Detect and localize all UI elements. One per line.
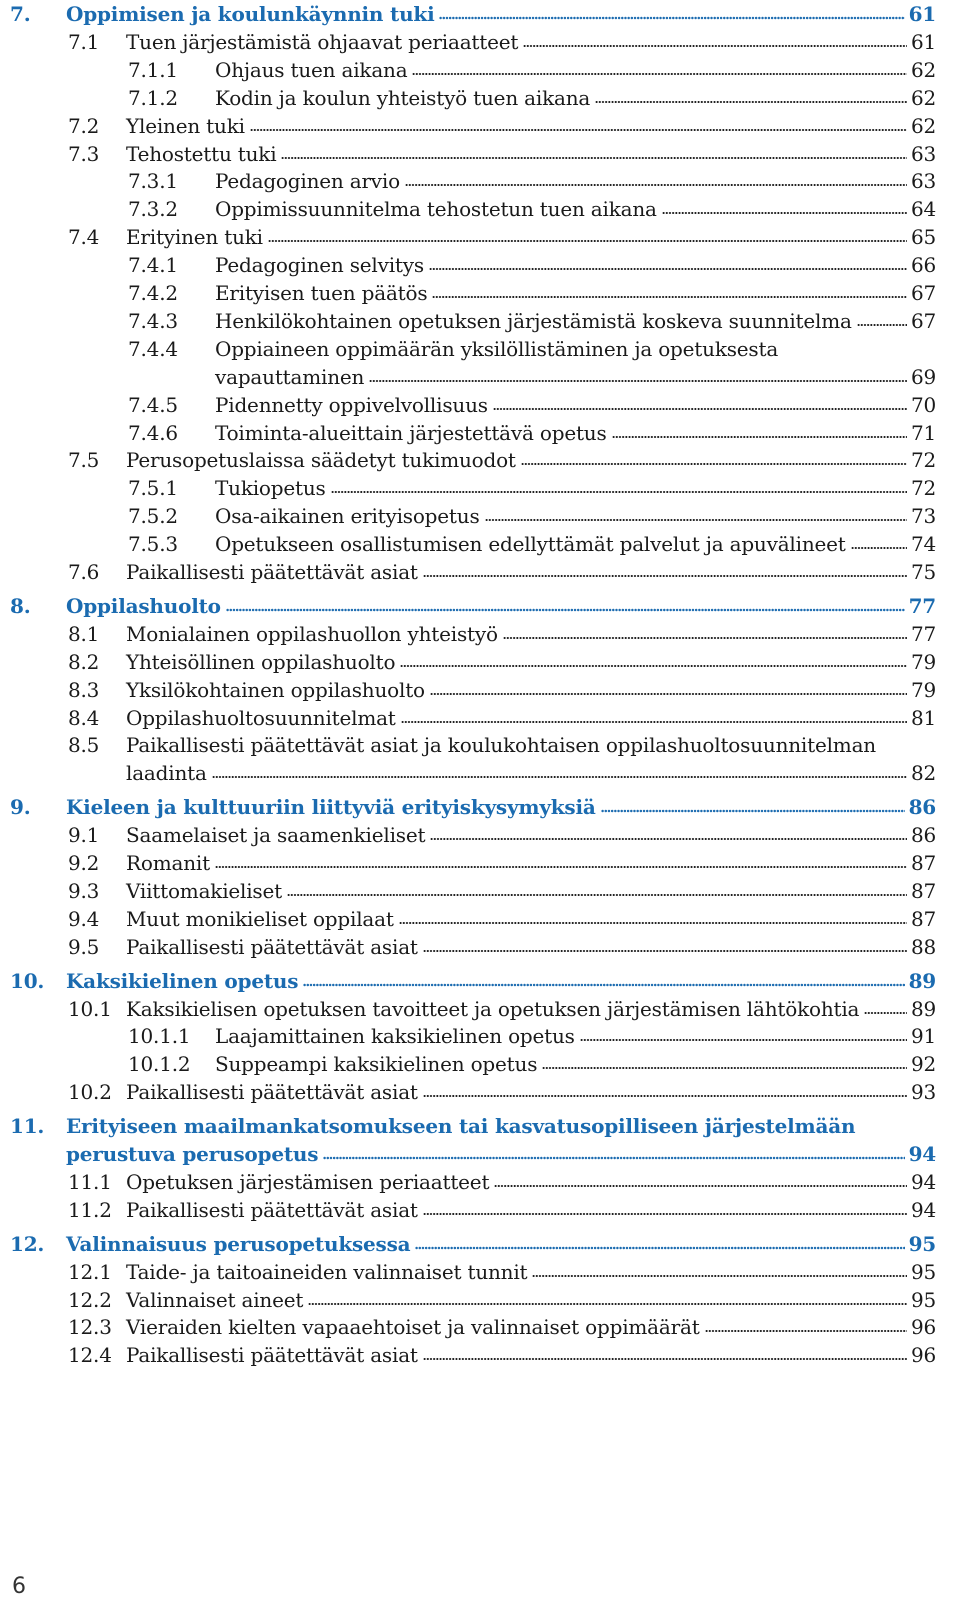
toc-entry[interactable]	[0, 676, 960, 704]
toc-entry-page: 81	[910, 705, 936, 730]
toc-entry-number: 12.3	[68, 1315, 112, 1340]
toc-entry-page: 96	[910, 1343, 936, 1368]
toc-entry-title: Vieraiden kielten vapaaehtoiset ja valinnaiset oppimäärät	[126, 1315, 700, 1340]
toc-entry[interactable]	[0, 1258, 960, 1286]
dot-leader	[423, 1093, 907, 1099]
dot-leader	[412, 71, 906, 77]
toc-entry[interactable]	[0, 28, 960, 56]
toc-entry-page: 62	[910, 57, 936, 82]
toc-entry-number: 9.1	[68, 823, 100, 848]
toc-entry-page: 72	[910, 448, 936, 473]
toc-entry-page: 73	[910, 504, 936, 529]
toc-entry-page: 62	[910, 113, 936, 138]
toc-entry-number: 7.2	[68, 113, 100, 138]
toc-entry-page: 87	[910, 878, 936, 903]
toc-entry[interactable]	[0, 1022, 960, 1050]
toc-entry[interactable]	[0, 391, 960, 419]
dot-leader	[323, 1155, 904, 1161]
toc-entry-number: 7.3	[68, 141, 100, 166]
dot-leader	[423, 573, 907, 579]
toc-entry-number: 9.	[10, 795, 31, 820]
dot-leader	[226, 607, 905, 613]
toc-entry-title: Yhteisöllinen oppilashuolto	[126, 649, 396, 674]
toc-entry-page: 77	[910, 621, 936, 646]
toc-entry-number: 8.3	[68, 677, 100, 702]
toc-chapter[interactable]	[0, 592, 960, 620]
toc-entry[interactable]	[0, 877, 960, 905]
toc-entry-page: 75	[910, 560, 936, 584]
dot-leader	[287, 892, 907, 898]
toc-entry-title: Kaksikielinen opetus	[66, 968, 299, 993]
toc-entry[interactable]	[0, 933, 960, 961]
toc-entry-number: 12.1	[68, 1259, 112, 1284]
toc-entry-title: Erityiseen maailmankatsomukseen tai kasvatusopilliseen järjestelmään	[66, 1114, 856, 1139]
dot-leader	[851, 545, 907, 551]
toc-entry[interactable]	[0, 84, 960, 112]
toc-entry-page: 65	[910, 225, 936, 250]
toc-entry-number: 12.4	[68, 1343, 112, 1368]
toc-entry[interactable]	[0, 1050, 960, 1078]
toc-entry-title: Tuen järjestämistä ohjaavat periaatteet	[126, 29, 519, 54]
toc-chapter[interactable]	[0, 967, 960, 995]
dot-leader	[432, 294, 907, 300]
toc-entry-title: Opetuksen järjestämisen periaatteet	[126, 1169, 490, 1194]
toc-entry[interactable]	[0, 620, 960, 648]
toc-entry[interactable]	[0, 223, 960, 251]
dot-leader	[405, 182, 907, 188]
toc-entry[interactable]	[0, 1196, 960, 1224]
toc-entry-title: Muut monikieliset oppilaat	[126, 906, 394, 931]
toc-entry-title: Taide- ja taitoaineiden valinnaiset tunnit	[126, 1259, 528, 1284]
toc-entry[interactable]	[0, 335, 960, 391]
toc-entry-page: 74	[910, 532, 936, 557]
toc-entry-title: Paikallisesti päätettävät asiat ja koulukohtaisen oppilashuoltosuunnitelman	[126, 733, 876, 758]
dot-leader	[523, 43, 907, 49]
dot-leader	[662, 210, 907, 216]
dot-leader	[250, 127, 907, 133]
dot-leader	[532, 1273, 907, 1279]
toc-entry-page: 61	[910, 29, 936, 54]
toc-entry-number: 10.	[10, 968, 45, 993]
toc-entry-page: 86	[908, 795, 936, 820]
toc-entry-number: 11.1	[68, 1169, 112, 1194]
dot-leader	[415, 1245, 904, 1251]
toc-entry-number: 8.1	[68, 621, 100, 646]
toc-entry-title: Paikallisesti päätettävät asiat	[126, 1197, 418, 1222]
toc-entry-title: Paikallisesti päätettävät asiat	[126, 934, 418, 959]
toc-entry-page: 79	[910, 677, 936, 702]
toc-entry-page: 95	[910, 1287, 936, 1312]
dot-leader	[430, 836, 907, 842]
dot-leader	[580, 1037, 907, 1043]
toc-entry-title: Laajamittainen kaksikielinen opetus	[215, 1024, 575, 1049]
toc-chapter[interactable]	[0, 1112, 960, 1168]
toc-entry-page: 77	[908, 593, 936, 618]
toc-entry-title: perustuva perusopetus	[66, 1141, 319, 1166]
toc-entry-number: 7.4.6	[128, 420, 178, 445]
toc-entry-number: 8.2	[68, 649, 100, 674]
toc-entry-number: 9.3	[68, 878, 100, 903]
toc-entry-number: 7.5	[68, 448, 100, 473]
toc-entry-page: 94	[910, 1169, 936, 1194]
dot-leader	[601, 808, 905, 814]
dot-leader	[268, 238, 907, 244]
toc-entry-title: Valinnaiset aineet	[126, 1287, 304, 1312]
toc-entry-number: 11.2	[68, 1197, 112, 1222]
toc-entry-number: 7.4.4	[128, 336, 178, 361]
toc-entry[interactable]	[0, 307, 960, 335]
toc-entry[interactable]	[0, 704, 960, 732]
toc-entry[interactable]	[0, 474, 960, 502]
toc-entry[interactable]	[0, 849, 960, 877]
toc-entry-page: 93	[910, 1080, 936, 1105]
toc-entry-page: 92	[910, 1052, 936, 1077]
toc-entry-page: 95	[910, 1259, 936, 1284]
toc-entry-title: Toiminta-alueittain järjestettävä opetus	[215, 420, 607, 445]
toc-entry[interactable]	[0, 905, 960, 933]
toc-entry-title: Tehostettu tuki	[126, 141, 277, 166]
toc-entry-page: 64	[910, 197, 936, 222]
dot-leader	[429, 266, 907, 272]
dot-leader	[493, 406, 907, 412]
toc-entry-title: Valinnaisuus perusopetuksessa	[66, 1231, 411, 1256]
toc-entry-page: 96	[910, 1315, 936, 1340]
toc-entry[interactable]	[0, 1168, 960, 1196]
toc-chapter[interactable]	[0, 793, 960, 821]
toc-entry[interactable]	[0, 1341, 960, 1369]
toc-entry[interactable]	[0, 56, 960, 84]
toc-chapter[interactable]	[0, 1230, 960, 1258]
toc-entry-page: 82	[910, 761, 936, 786]
toc-entry-page: 67	[910, 308, 936, 333]
toc-entry-title: Paikallisesti päätettävät asiat	[126, 1343, 418, 1368]
page-number: 6	[12, 1574, 26, 1599]
dot-leader	[423, 1356, 907, 1362]
toc-entry-number: 8.	[10, 593, 31, 618]
dot-leader	[399, 920, 907, 926]
toc-entry-number: 12.2	[68, 1287, 112, 1312]
dot-leader	[423, 948, 907, 954]
toc-entry[interactable]	[0, 446, 960, 474]
toc-entry-number: 7.1.2	[128, 85, 178, 110]
toc-entry-number: 10.1	[68, 996, 112, 1021]
toc-entry-number: 7.4.1	[128, 253, 178, 278]
dot-leader	[281, 155, 907, 161]
toc-entry-number: 9.2	[68, 851, 100, 875]
toc-entry-title: Ohjaus tuen aikana	[215, 57, 408, 82]
toc-entry[interactable]	[0, 1286, 960, 1314]
toc-entry-number: 7.3.1	[128, 169, 178, 194]
toc-entry-title: Yksilökohtainen oppilashuolto	[126, 677, 425, 702]
toc-entry-page: 94	[910, 1197, 936, 1222]
toc-entry-title: Kieleen ja kulttuuriin liittyviä erityiskysymyksiä	[66, 795, 596, 820]
dot-leader	[308, 1301, 907, 1307]
toc-entry-title: Oppilashuoltosuunnitelmat	[126, 705, 396, 730]
dot-leader	[612, 434, 907, 440]
toc-entry-number: 7.5.2	[128, 504, 178, 529]
toc-entry[interactable]	[0, 140, 960, 168]
toc-entry-number: 12.	[10, 1231, 45, 1256]
toc-entry-title: Suppeampi kaksikielinen opetus	[215, 1052, 538, 1077]
toc-entry-page: 71	[910, 420, 936, 445]
toc-entry-number: 7.	[10, 2, 31, 26]
toc-entry-title: Erityinen tuki	[126, 225, 263, 250]
toc-entry-title: Oppimissuunnitelma tehostetun tuen aikana	[215, 197, 657, 222]
toc-entry-title: Tukiopetus	[215, 476, 326, 501]
toc-entry[interactable]	[0, 112, 960, 140]
toc-entry-page: 89	[908, 968, 936, 993]
toc-entry-title: Monialainen oppilashuollon yhteistyö	[126, 621, 498, 646]
toc-entry-title: Opetukseen osallistumisen edellyttämät palvelut ja apuvälineet	[215, 532, 846, 557]
toc-chapter[interactable]	[0, 0, 960, 28]
toc-entry-number: 7.5.1	[128, 476, 178, 501]
toc-entry-number: 9.4	[68, 906, 100, 931]
toc-entry[interactable]	[0, 167, 960, 195]
toc-entry-number: 7.4.2	[128, 281, 178, 305]
toc-entry-page: 91	[910, 1024, 936, 1049]
toc-entry-title: laadinta	[126, 761, 207, 786]
toc-entry[interactable]	[0, 502, 960, 530]
dot-leader	[864, 1010, 907, 1016]
toc-entry-number: 7.3.2	[128, 197, 178, 222]
toc-entry-number: 8.4	[68, 705, 100, 730]
toc-entry[interactable]	[0, 251, 960, 279]
toc-entry-page: 95	[908, 1231, 936, 1256]
toc-entry-number: 9.5	[68, 934, 100, 959]
toc-entry-page: 70	[910, 392, 936, 417]
toc-entry-number: 10.2	[68, 1080, 112, 1105]
toc-entry[interactable]	[0, 279, 960, 307]
toc-entry-page: 79	[910, 649, 936, 674]
toc-entry-page: 61	[908, 2, 936, 26]
toc-entry[interactable]	[0, 419, 960, 447]
toc-entry-title: Oppilashuolto	[66, 593, 221, 618]
dot-leader	[857, 322, 907, 328]
toc-entry-page: 62	[910, 85, 936, 110]
toc-entry-page: 87	[910, 906, 936, 931]
dot-leader	[215, 864, 907, 870]
toc-entry-title: Osa-aikainen erityisopetus	[215, 504, 480, 529]
toc-entry-title: Romanit	[126, 851, 210, 875]
dot-leader	[303, 982, 904, 988]
toc-entry-page: 63	[910, 169, 936, 194]
toc-entry[interactable]	[0, 1313, 960, 1341]
toc-entry[interactable]	[0, 821, 960, 849]
dot-leader	[331, 489, 907, 495]
dot-leader	[595, 99, 907, 105]
toc-entry[interactable]	[0, 648, 960, 676]
toc-entry-number: 7.1	[68, 29, 100, 54]
toc-entry[interactable]	[0, 558, 960, 586]
toc-entry-page: 86	[910, 823, 936, 848]
toc-entry[interactable]	[0, 995, 960, 1023]
toc-entry-page: 69	[910, 364, 936, 389]
toc-entry-number: 7.6	[68, 560, 100, 584]
toc-entry-page: 63	[910, 141, 936, 166]
dot-leader	[485, 517, 907, 523]
dot-leader	[423, 1211, 907, 1217]
toc-entry-title: Henkilökohtainen opetuksen järjestämistä koskeva suunnitelma	[215, 308, 852, 333]
toc-entry-page: 94	[908, 1141, 936, 1166]
toc-entry-page: 88	[910, 934, 936, 959]
toc-entry-title: Pedagoginen arvio	[215, 169, 400, 194]
toc-entry[interactable]	[0, 195, 960, 223]
toc-entry-number: 7.1.1	[128, 57, 178, 82]
toc-entry-number: 11.	[10, 1114, 45, 1139]
toc-entry-number: 10.1.1	[128, 1024, 191, 1049]
toc-entry-title: Saamelaiset ja saamenkieliset	[126, 823, 426, 848]
toc-entry-number: 7.4	[68, 225, 100, 250]
toc-entry[interactable]	[0, 530, 960, 558]
toc-entry-title: Kodin ja koulun yhteistyö tuen aikana	[215, 85, 591, 110]
toc-entry-number: 7.4.3	[128, 308, 178, 333]
toc-entry-page: 89	[910, 996, 936, 1021]
toc-entry-page: 72	[910, 476, 936, 501]
dot-leader	[369, 378, 907, 384]
dot-leader	[430, 691, 907, 697]
toc-entry-title: Paikallisesti päätettävät asiat	[126, 560, 418, 584]
toc-entry-title: Erityisen tuen päätös	[215, 281, 428, 305]
dot-leader	[212, 774, 907, 780]
toc-entry-title: Paikallisesti päätettävät asiat	[126, 1080, 418, 1105]
toc-entry-title: Viittomakieliset	[126, 878, 282, 903]
toc-entry[interactable]	[0, 1078, 960, 1106]
dot-leader	[401, 719, 907, 725]
toc-entry-number: 8.5	[68, 733, 100, 758]
toc-entry-page: 66	[910, 253, 936, 278]
toc-entry-page: 67	[910, 281, 936, 305]
toc-entry-number: 7.4.5	[128, 392, 178, 417]
toc-entry-number: 7.5.3	[128, 532, 178, 557]
toc-entry-title: Pidennetty oppivelvollisuus	[215, 392, 488, 417]
dot-leader	[705, 1328, 907, 1334]
dot-leader	[494, 1183, 907, 1189]
toc-entry-title: Kaksikielisen opetuksen tavoitteet ja opetuksen järjestämisen lähtökohtia	[126, 996, 860, 1021]
toc-entry-title: Oppimisen ja koulunkäynnin tuki	[66, 2, 435, 26]
dot-leader	[521, 461, 907, 467]
dot-leader	[542, 1065, 907, 1071]
dot-leader	[503, 635, 907, 641]
toc-entry-page: 87	[910, 851, 936, 875]
toc-entry-title: Oppiaineen oppimäärän yksilöllistäminen ja opetuksesta	[215, 336, 779, 361]
toc-entry[interactable]	[0, 731, 960, 787]
toc-entry-title: vapauttaminen	[215, 364, 365, 389]
toc-entry-title: Perusopetuslaissa säädetyt tukimuodot	[126, 448, 516, 473]
dot-leader	[400, 663, 907, 669]
toc-entry-title: Yleinen tuki	[126, 113, 245, 138]
dot-leader	[439, 15, 904, 21]
toc-entry-title: Pedagoginen selvitys	[215, 253, 424, 278]
toc-entry-number: 10.1.2	[128, 1052, 191, 1077]
